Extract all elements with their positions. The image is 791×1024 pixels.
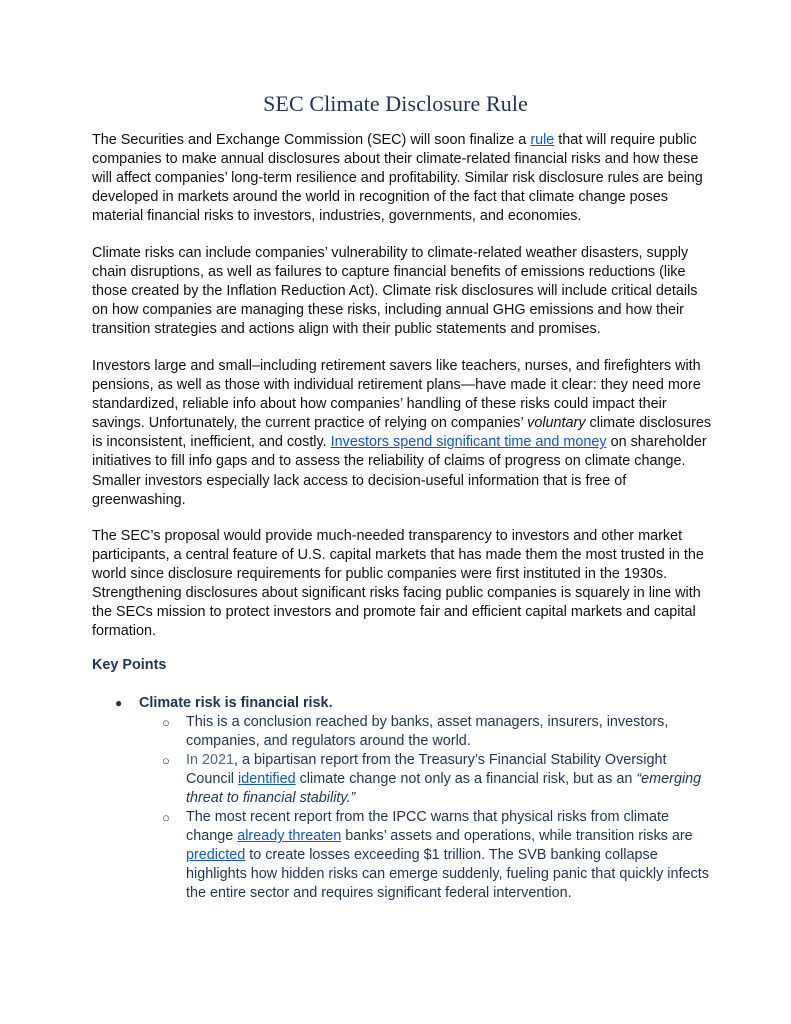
page-title: SEC Climate Disclosure Rule bbox=[263, 91, 528, 116]
paragraph-text: that will require public companies to make annual disclosures about their climate-related financial risks and how these will affect companies’ long-term resilience and profitability. Similar risk disclosure rules are being developed in markets around the world in recognition of the fact that climate change poses material financial risks to investors, industries, governments, and economies. bbox=[92, 132, 703, 225]
rule-link[interactable]: rule bbox=[530, 132, 555, 148]
sub-bullet-text: to create losses exceeding $1 trillion. The SVB banking collapse highlights how hidden risks can emerge suddenly, fueling panic that quickly infects the entire sector and requires significant federal intervention. bbox=[186, 847, 709, 902]
paragraph-investors bbox=[92, 357, 712, 510]
paragraph-sec-proposal: The SEC’s proposal would provide much-needed transparency to investors and other market participants, a central feature of U.S. capital markets that has made them the most trusted in the world since disclosure requirements for public companies were first instituted in the 1930s. Strengthening disclosures about significant risks facing public companies is squarely in line with the SECs mission to protect investors and promote fair and efficient capital markets and capital formation. bbox=[92, 528, 704, 640]
sub-bullet-text: climate change not only as a financial risk, but as an bbox=[295, 771, 637, 788]
paragraph-text: climate disclosures is inconsistent, inefficient, and costly. bbox=[92, 415, 712, 451]
year-text: In 2021 bbox=[186, 752, 235, 768]
predicted-link[interactable]: predicted bbox=[186, 847, 246, 864]
sub-bullet-conclusion: This is a conclusion reached by banks, asset managers, insurers, investors, companies, and regulators around the world. bbox=[186, 714, 669, 750]
investors-spend-link[interactable]: Investors spend significant time and money bbox=[330, 434, 607, 451]
paragraph-text: The Securities and Exchange Commission (SEC) will soon finalize a bbox=[92, 132, 531, 148]
bullet-icon: ● bbox=[115, 696, 123, 710]
sub-bullet-text: The most recent report from the IPCC warns that physical risks from climate change bbox=[186, 809, 670, 845]
sub-bullet-text: banks’ assets and operations, while transition risks are bbox=[341, 828, 693, 845]
sub-bullet-icon: ○ bbox=[162, 810, 170, 825]
quote-emphasis: “emerging threat to financial stability.” bbox=[186, 771, 702, 807]
paragraph-intro bbox=[92, 131, 712, 226]
paragraph-text: on shareholder initiatives to fill info gaps and to assess the reliability of claims of progress on climate change. Smaller investors especially lack access to decision-useful information that is free of greenwashing. bbox=[92, 434, 707, 508]
paragraph-text: Investors large and small–including retirement savers like teachers, nurses, and firefighters with pensions, as well as those with individual retirement plans—have made it clear: they need more standardized, reliable info about how companies’ handling of these risks could impact their savings. Unfortunately, the current practice of relying on companies’ bbox=[92, 358, 701, 432]
key-points-heading: Key Points bbox=[92, 657, 167, 673]
sub-bullet-icon: ○ bbox=[162, 715, 170, 730]
identified-link[interactable]: identified bbox=[238, 771, 296, 788]
emphasis-text: voluntary bbox=[527, 415, 586, 432]
sub-bullet-ipcc-report bbox=[186, 808, 716, 903]
sub-bullet-text: , a bipartisan report from the Treasury’s Financial Stability Oversight Council bbox=[186, 752, 667, 788]
paragraph-climate-risks: Climate risks can include companies’ vulnerability to climate-related weather disasters, supply chain disruptions, as well as failures to capture financial benefits of emissions reductions (like those created by the Inflation Reduction Act). Climate risk disclosures will include critical details on how companies are managing these risks, including annual GHG emissions and how their transition strategies and actions align with their public statements and promises. bbox=[92, 245, 698, 338]
sub-bullet-fsoc-report bbox=[186, 751, 716, 808]
bullet-climate-risk: Climate risk is financial risk. bbox=[139, 695, 333, 711]
sub-bullet-icon: ○ bbox=[162, 753, 170, 768]
already-threaten-link[interactable]: already threaten bbox=[237, 828, 342, 845]
